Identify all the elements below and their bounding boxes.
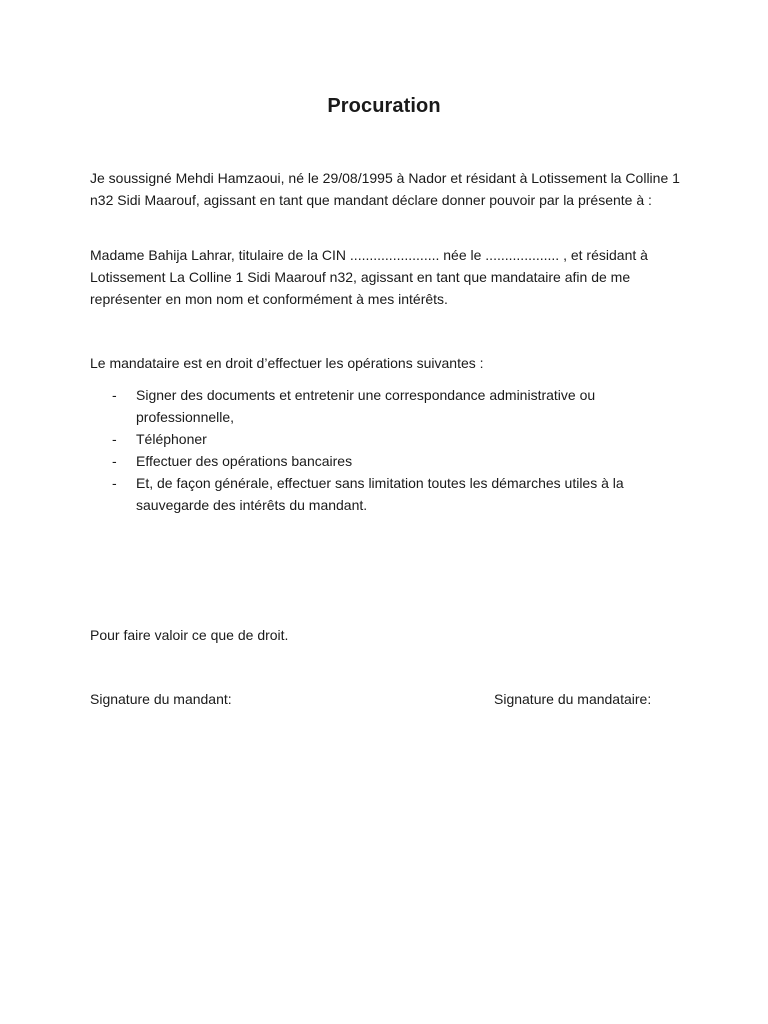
bullet-dash: -	[112, 453, 117, 469]
bullet-dash: -	[112, 475, 117, 491]
signature-mandataire-label: Signature du mandataire:	[494, 691, 652, 707]
bullet-dash: -	[112, 387, 117, 403]
list-item	[90, 472, 690, 516]
signature-mandant-label: Signature du mandant:	[90, 691, 232, 707]
document-title: Procuration	[327, 95, 441, 117]
list-item	[90, 450, 690, 472]
mandataire-paragraph: Madame Bahija Lahrar, titulaire de la CIN ....................... née le ................... , et résidant à Lotissement La Colline 1 Sidi Maarouf n32, agissant en tant que mandataire afin de me représenter en mon nom et conformément à mes intérêts.	[90, 247, 648, 307]
operations-list	[90, 384, 690, 516]
list-item-text: Téléphoner	[136, 431, 207, 447]
bullet-dash: -	[112, 431, 117, 447]
list-item-text: Et, de façon générale, effectuer sans limitation toutes les démarches utiles à la sauvegarde des intérêts du mandant.	[136, 475, 624, 513]
operations-intro: Le mandataire est en droit d’effectuer les opérations suivantes :	[90, 355, 484, 371]
list-item	[90, 428, 690, 450]
list-item-text: Signer des documents et entretenir une correspondance administrative ou professionnelle,	[136, 387, 596, 425]
list-item	[90, 384, 690, 428]
list-item-text: Effectuer des opérations bancaires	[136, 453, 353, 469]
mandant-declaration-paragraph: Je soussigné Mehdi Hamzaoui, né le 29/08/1995 à Nador et résidant à Lotissement la Colline 1 n32 Sidi Maarouf, agissant en tant que mandant déclare donner pouvoir par la présente à :	[90, 170, 680, 208]
closing-statement: Pour faire valoir ce que de droit.	[90, 627, 289, 643]
